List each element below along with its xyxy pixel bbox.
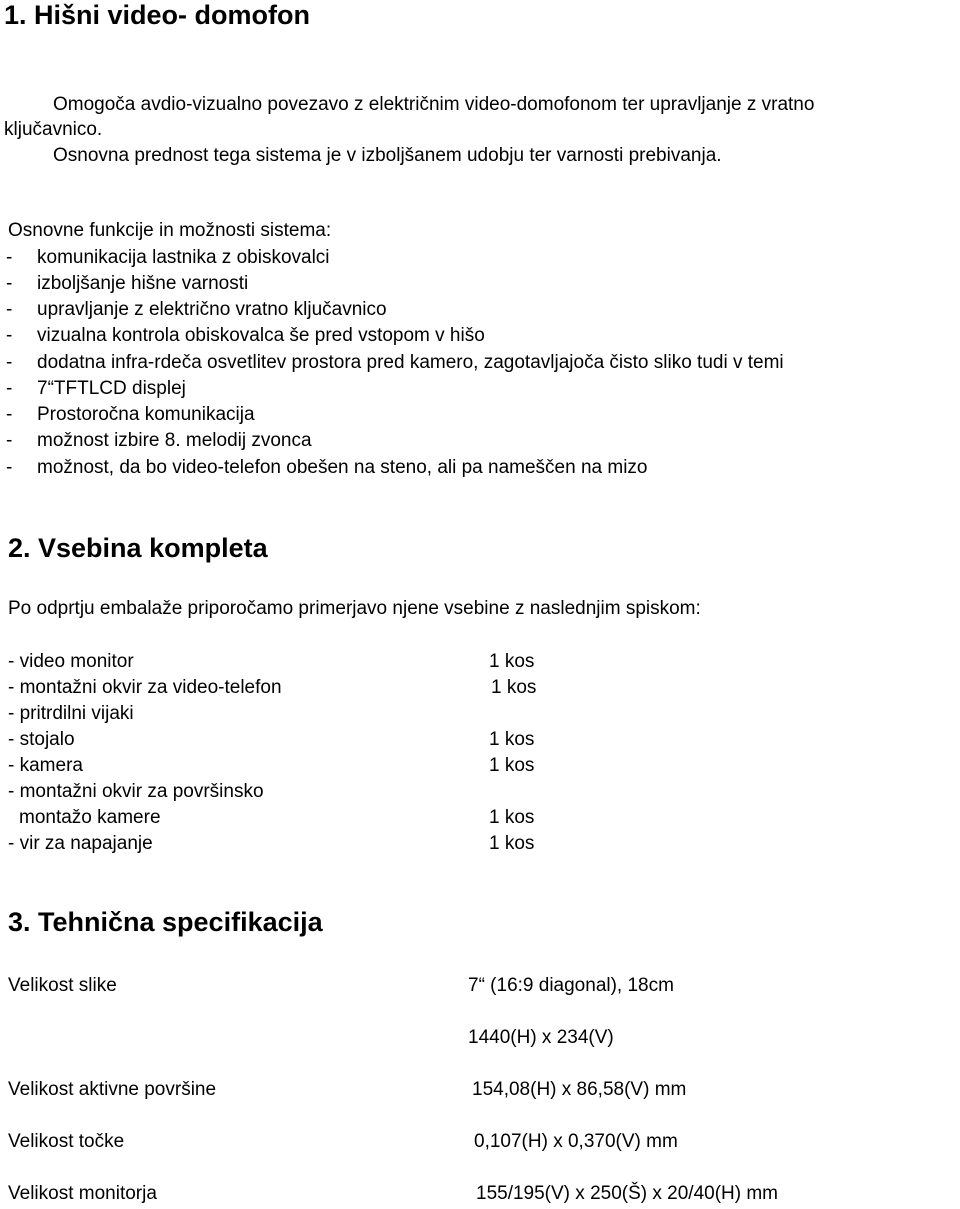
list-dash: -	[6, 273, 13, 294]
feature-text: upravljanje z električno vratno ključavnico	[37, 299, 387, 320]
kit-item-name: - montažni okvir za površinsko	[8, 781, 264, 802]
spec-label: Velikost točke	[8, 1131, 125, 1152]
spec-value: 1440(H) x 234(V)	[468, 1027, 614, 1048]
kit-item-name: - montažni okvir za video-telefon	[8, 677, 282, 698]
feature-text: 7“TFTLCD displej	[37, 378, 186, 399]
section-2-title: 2. Vsebina kompleta	[8, 533, 268, 563]
kit-item-name: - vir za napajanje	[8, 833, 153, 854]
list-dash: -	[6, 299, 13, 320]
kit-item-name: - pritrdilni vijaki	[8, 703, 134, 724]
kit-item-qty: 1 kos	[489, 729, 535, 750]
feature-text: dodatna infra-rdeča osvetlitev prostora pred kamero, zagotavljajoča čisto sliko tudi v temi	[37, 352, 784, 373]
list-dash: -	[6, 378, 13, 399]
spec-value: 155/195(V) x 250(Š) x 20/40(H) mm	[476, 1183, 779, 1204]
kit-item-qty: 1 kos	[489, 807, 535, 828]
list-dash: -	[6, 352, 13, 373]
spec-value: 154,08(H) x 86,58(V) mm	[472, 1079, 687, 1100]
list-dash: -	[6, 404, 13, 425]
list-dash: -	[6, 325, 13, 346]
feature-text: možnost, da bo video-telefon obešen na steno, ali pa nameščen na mizo	[37, 457, 648, 478]
features-heading: Osnovne funkcije in možnosti sistema:	[8, 220, 332, 241]
intro-line-3: Osnovna prednost tega sistema je v izboljšanem udobju ter varnosti prebivanja.	[53, 145, 722, 166]
feature-text: Prostoročna komunikacija	[37, 404, 255, 425]
kit-item-name: - kamera	[8, 755, 83, 776]
kit-item-qty: 1 kos	[489, 833, 535, 854]
section-1-title: 1. Hišni video- domofon	[4, 0, 311, 30]
kit-item-qty: 1 kos	[489, 651, 535, 672]
spec-value: 0,107(H) x 0,370(V) mm	[474, 1131, 678, 1152]
kit-intro: Po odprtju embalaže priporočamo primerjavo njene vsebine z naslednjim spiskom:	[8, 598, 701, 619]
feature-text: vizualna kontrola obiskovalca še pred vstopom v hišo	[37, 325, 485, 346]
spec-label: Velikost aktivne površine	[8, 1079, 217, 1100]
kit-item-qty: 1 kos	[489, 755, 535, 776]
kit-item-name: - stojalo	[8, 729, 75, 750]
intro-line-2: ključavnico.	[4, 119, 103, 140]
intro-line-1: Omogoča avdio-vizualno povezavo z električnim video-domofonom ter upravljanje z vratno	[53, 94, 815, 115]
kit-item-name: montažo kamere	[19, 807, 161, 828]
list-dash: -	[6, 430, 13, 451]
list-dash: -	[6, 457, 13, 478]
spec-label: Velikost slike	[8, 975, 117, 996]
kit-item-qty: 1 kos	[491, 677, 537, 698]
feature-text: možnost izbire 8. melodij zvonca	[37, 430, 312, 451]
list-dash: -	[6, 247, 13, 268]
kit-item-name: - video monitor	[8, 651, 134, 672]
spec-label: Velikost monitorja	[8, 1183, 157, 1204]
section-3-title: 3. Tehnična specifikacija	[8, 907, 323, 937]
feature-text: izboljšanje hišne varnosti	[37, 273, 249, 294]
feature-text: komunikacija lastnika z obiskovalci	[37, 247, 330, 268]
spec-value: 7“ (16:9 diagonal), 18cm	[468, 975, 674, 996]
